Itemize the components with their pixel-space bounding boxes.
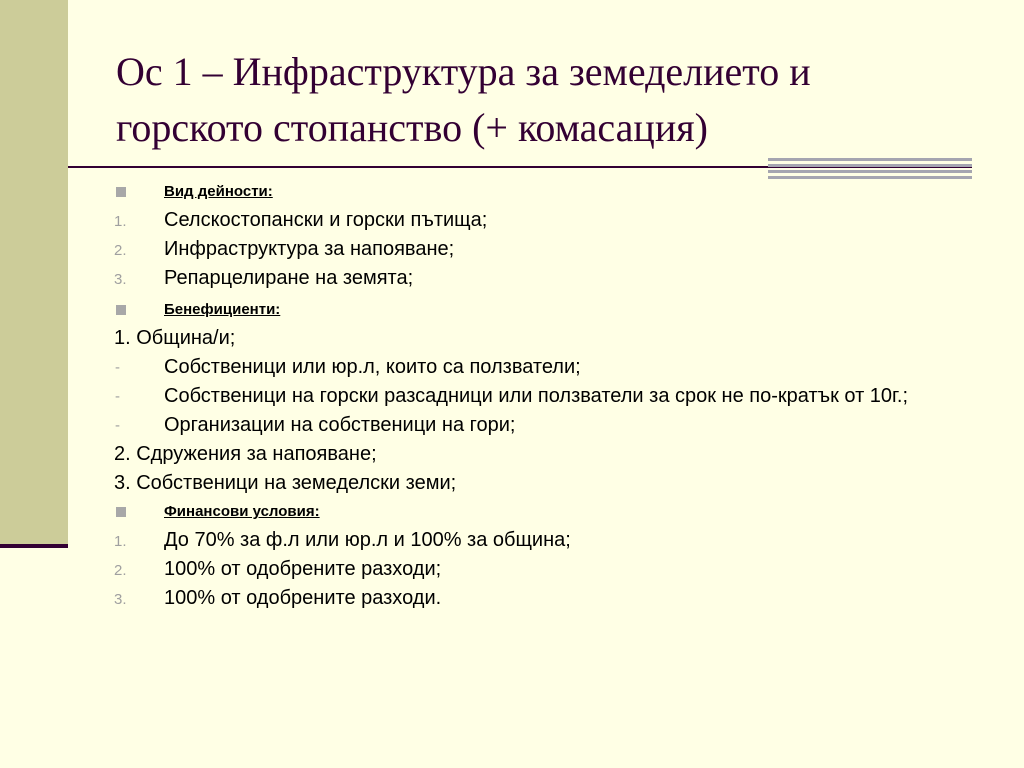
beneficiary-line-text: 1. Община/и; xyxy=(114,327,236,349)
list-item-text: Организации на собственици на гори; xyxy=(164,414,516,436)
list-number: 2. xyxy=(114,242,127,259)
list-number: 3. xyxy=(114,271,127,288)
heading-finance-label: Финансови условия: xyxy=(164,503,320,520)
dash-bullet: - xyxy=(115,359,120,376)
list-item-text: 100% от одобрените разходи. xyxy=(164,587,442,609)
dash-bullet: - xyxy=(115,388,120,405)
decorative-bar xyxy=(768,170,972,173)
list-item xyxy=(112,584,972,613)
list-item-text: Инфраструктура за напояване; xyxy=(164,238,455,260)
heading-beneficiaries xyxy=(112,296,972,324)
list-item xyxy=(112,555,972,584)
list-item-text: Репарцелиране на земята; xyxy=(164,267,414,289)
list-item-text: 100% от одобрените разходи; xyxy=(164,558,442,580)
list-item xyxy=(112,206,972,235)
decorative-bars xyxy=(768,158,972,179)
list-item xyxy=(112,411,972,440)
square-bullet-icon xyxy=(116,187,126,197)
list-item-text: Собственици или юр.л, които са ползватели; xyxy=(164,356,581,378)
heading-activities-label: Вид дейности: xyxy=(164,183,273,200)
decorative-bar xyxy=(768,164,972,167)
list-item xyxy=(112,235,972,264)
list-number: 1. xyxy=(114,213,127,230)
list-item-text: До 70% за ф.л или юр.л и 100% за община; xyxy=(164,529,571,551)
list-item xyxy=(112,353,972,382)
list-item xyxy=(112,382,972,411)
heading-activities xyxy=(112,178,972,206)
list-item-text: Селскостопански и горски пътища; xyxy=(164,209,488,231)
list-item xyxy=(112,526,972,555)
side-band xyxy=(0,0,68,544)
beneficiary-line xyxy=(112,440,972,469)
heading-finance xyxy=(112,498,972,526)
beneficiary-line xyxy=(112,324,972,353)
list-number: 2. xyxy=(114,562,127,579)
list-number: 3. xyxy=(114,591,127,608)
side-band-rule xyxy=(0,544,68,548)
beneficiary-line-text: 2. Сдружения за напояване; xyxy=(114,443,377,465)
slide-body xyxy=(112,178,972,613)
list-item-text: Собственици на горски разсадници или ползватели за срок не по-кратък от 10г.; xyxy=(164,385,909,407)
dash-bullet: - xyxy=(115,417,120,434)
beneficiary-line xyxy=(112,469,972,498)
heading-beneficiaries-label: Бенефициенти: xyxy=(164,301,281,318)
square-bullet-icon xyxy=(116,305,126,315)
beneficiary-line-text: 3. Собственици на земеделски земи; xyxy=(114,472,457,494)
title-line-1: Ос 1 – Инфраструктура за земеделието и xyxy=(116,49,811,94)
list-number: 1. xyxy=(114,533,127,550)
square-bullet-icon xyxy=(116,507,126,517)
title-line-2: горското стопанство (+ комасация) xyxy=(116,105,708,150)
decorative-bar xyxy=(768,158,972,161)
slide-title xyxy=(116,44,976,156)
list-item xyxy=(112,264,972,293)
